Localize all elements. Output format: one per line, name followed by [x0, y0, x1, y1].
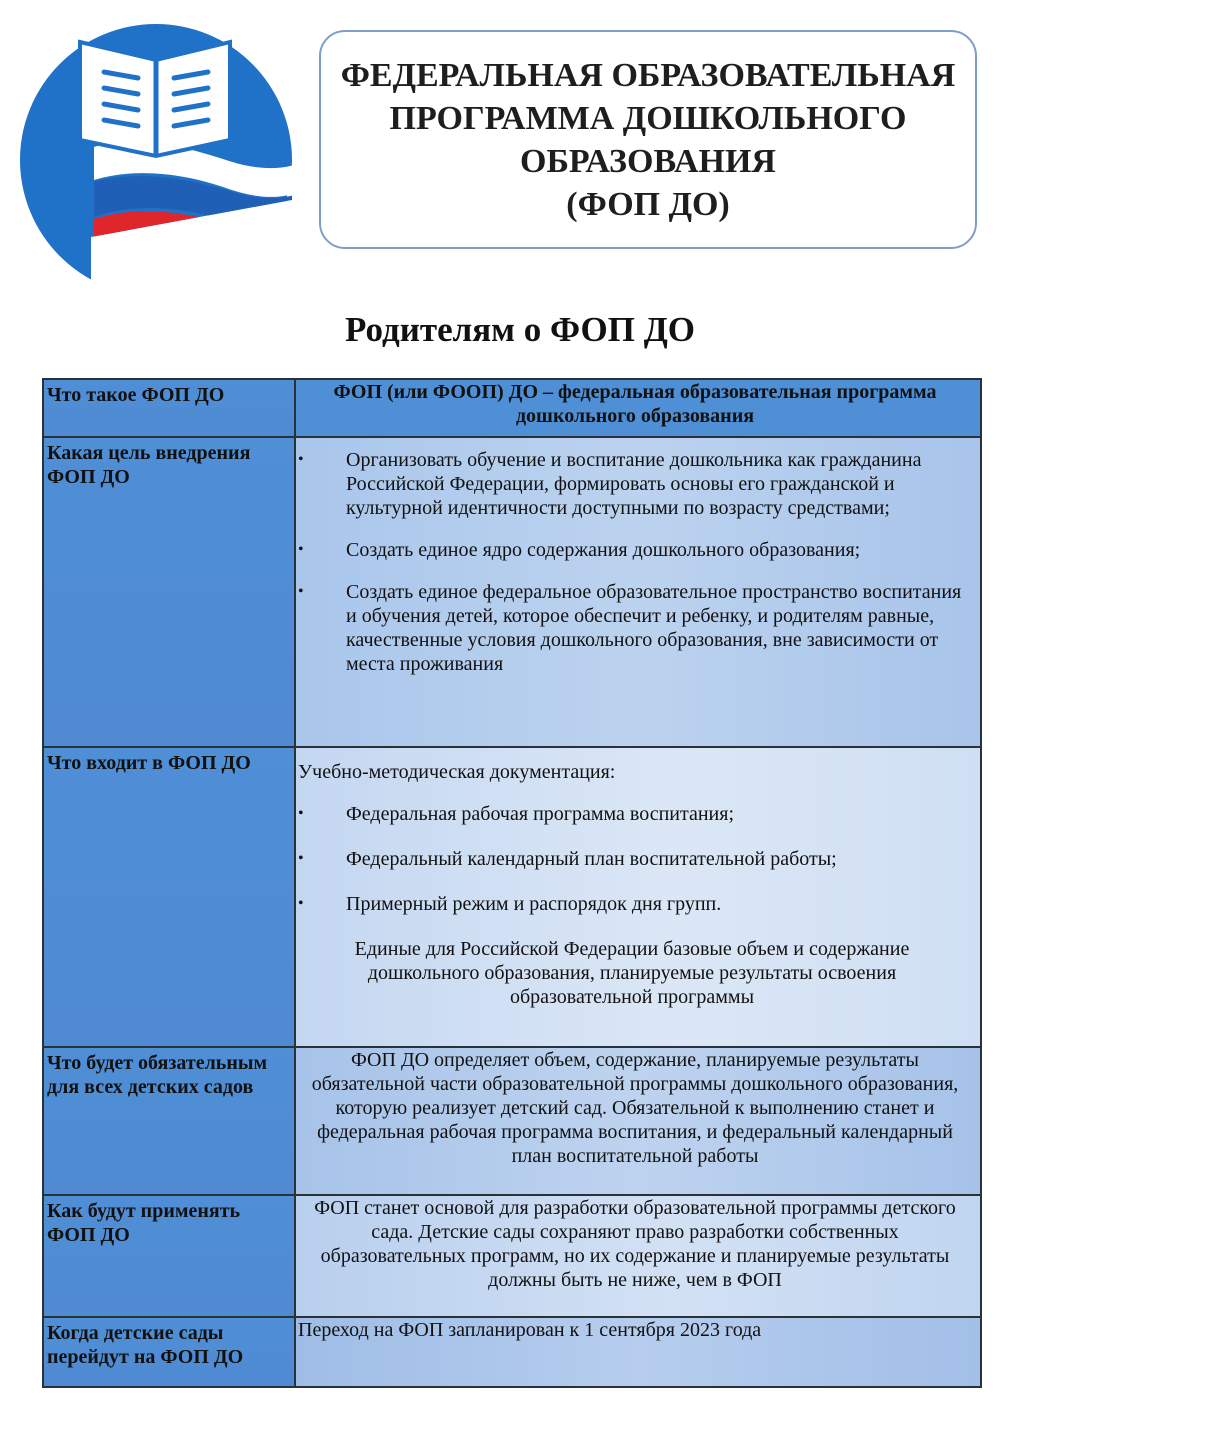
page-subtitle: Родителям о ФОП ДО — [345, 310, 695, 349]
answer-cell: Переход на ФОП запланирован к 1 сентября 2023 года — [295, 1317, 981, 1387]
list-item: • Создать единое ядро содержания дошкольного образования; — [298, 538, 972, 562]
question-cell: Что будет обязательным для всех детских садов — [43, 1047, 295, 1195]
answer-cell: ФОП станет основой для разработки образовательной программы детского сада. Детские сады сохраняют право разработки собственных образовательных программ, но их содержание и планируемые результаты должны быть не ниже, чем в ФОП — [295, 1195, 981, 1317]
table-row — [43, 437, 981, 747]
program-title-line: ФЕДЕРАЛЬНАЯ ОБРАЗОВАТЕЛЬНАЯ — [340, 56, 956, 94]
faq-table — [42, 378, 982, 1388]
table-row — [43, 1195, 981, 1317]
goal-list — [298, 438, 972, 676]
list-item: • Создать единое федеральное образовательное пространство воспитания и обучения детей, которое обеспечит и ребенку, и родителям равные, качественные условия дошкольного образования, вне зависимости от места проживания — [298, 580, 972, 676]
question-cell: Какая цель внедрения ФОП ДО — [43, 437, 295, 747]
flag-red-stripe — [94, 211, 296, 271]
open-book-russian-flag-logo — [16, 22, 296, 297]
program-title-line: ОБРАЗОВАНИЯ — [520, 142, 776, 180]
question-cell: Когда детские сады перейдут на ФОП ДО — [43, 1317, 295, 1387]
question-cell: Как будут применять ФОП ДО — [43, 1195, 295, 1317]
table-row — [43, 747, 981, 1047]
program-title-frame — [319, 30, 977, 249]
question-cell: Что входит в ФОП ДО — [43, 747, 295, 1047]
standards-paragraph: Единые для Российской Федерации базовые объем и содержание дошкольного образования, планируемые результаты освоения образовательной программы — [354, 938, 910, 1008]
list-item: • Примерный режим и распорядок дня групп. — [298, 892, 972, 916]
documentation-intro: Учебно-методическая документация: — [298, 761, 616, 783]
answer-cell — [295, 747, 981, 1047]
table-row — [43, 1047, 981, 1195]
list-item: • Федеральный календарный план воспитательной работы; — [298, 847, 972, 871]
question-cell: Что такое ФОП ДО — [43, 379, 295, 437]
table-row — [43, 1317, 981, 1387]
table-row — [43, 379, 981, 437]
answer-cell: ФОП (или ФООП) ДО – федеральная образовательная программа дошкольного образования — [295, 379, 981, 437]
program-title-line: (ФОП ДО) — [566, 185, 730, 223]
program-title-line: ПРОГРАММА ДОШКОЛЬНОГО — [389, 99, 907, 137]
list-item: • Организовать обучение и воспитание дошкольника как гражданина Российской Федерации, формировать основы его гражданской и культурной идентичности доступными по возрасту средствами; — [298, 448, 972, 520]
answer-cell: ФОП ДО определяет объем, содержание, планируемые результаты обязательной части образовательной программы дошкольного образования, которую реализует детский сад. Обязательной к выполнению станет и федеральная рабочая программа воспитания, и федеральный календарный план воспитательной работы — [295, 1047, 981, 1195]
list-item: • Федеральная рабочая программа воспитания; — [298, 802, 972, 826]
answer-cell — [295, 437, 981, 747]
documentation-list — [298, 802, 972, 916]
